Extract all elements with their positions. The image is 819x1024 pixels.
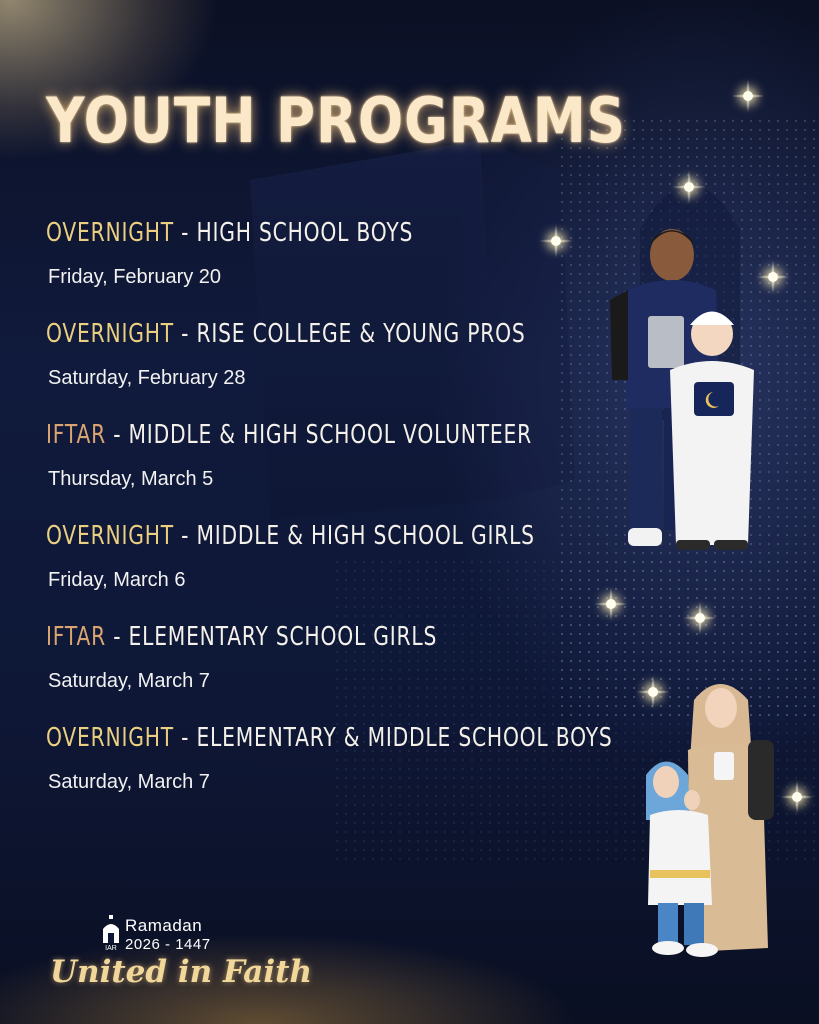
event-audience: RISE COLLEGE & YOUNG PROS: [196, 319, 526, 349]
event-type: IFTAR: [46, 420, 106, 450]
event-separator: -: [105, 622, 129, 652]
event-type: OVERNIGHT: [46, 723, 174, 753]
event-separator: -: [173, 218, 197, 248]
event-audience: ELEMENTARY & MIDDLE SCHOOL BOYS: [196, 723, 613, 753]
brand-ramadan: Ramadan: [125, 916, 203, 935]
event-audience: MIDDLE & HIGH SCHOOL GIRLS: [196, 521, 535, 551]
event-date: Saturday, February 28: [48, 367, 246, 389]
event-date: Friday, March 6: [48, 569, 186, 591]
event-date: Thursday, March 5: [48, 468, 214, 490]
event-type: OVERNIGHT: [46, 319, 174, 349]
event-separator: -: [173, 723, 197, 753]
boys-with-books-illustration: [610, 229, 754, 550]
event-type: IFTAR: [46, 622, 106, 652]
mosque-logo-icon: [100, 915, 122, 951]
event-type: OVERNIGHT: [46, 218, 174, 248]
event-separator: -: [173, 521, 197, 551]
event-date: Friday, February 20: [48, 266, 222, 288]
event-separator: -: [173, 319, 197, 349]
event-date: Saturday, March 7: [48, 771, 210, 793]
page-title: YOUTH PROGRAMS: [46, 84, 626, 157]
event-date: Saturday, March 7: [48, 670, 210, 692]
brand-years: 2026 - 1447: [125, 936, 211, 953]
brand-tagline: United in Faith: [50, 954, 313, 990]
logo-text: IAR: [105, 945, 117, 951]
girls-hijab-illustration: [646, 684, 774, 957]
brand-block: [50, 914, 313, 1004]
event-audience: HIGH SCHOOL BOYS: [196, 218, 414, 248]
event-audience: ELEMENTARY SCHOOL GIRLS: [128, 622, 438, 652]
event-audience: MIDDLE & HIGH SCHOOL VOLUNTEER: [128, 420, 532, 450]
event-separator: -: [105, 420, 129, 450]
event-type: OVERNIGHT: [46, 521, 174, 551]
